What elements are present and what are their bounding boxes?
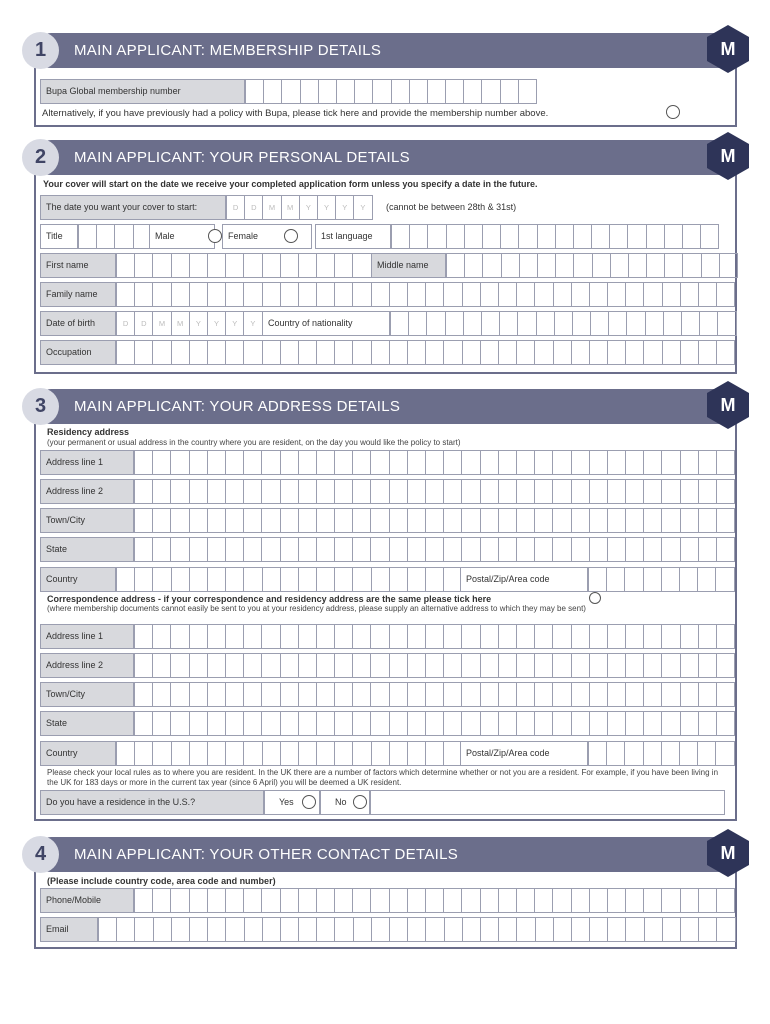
section-contact (34, 837, 737, 949)
m-badge-icon: M (705, 25, 751, 73)
family-name-input[interactable] (116, 282, 735, 307)
us-residence-label: Do you have a residence in the U.S.? (40, 790, 264, 815)
section-address (34, 389, 737, 821)
corr-address1-input[interactable] (134, 624, 735, 649)
res-town-input[interactable] (134, 508, 735, 533)
us-no-radio[interactable] (353, 795, 367, 809)
m-badge-icon: M (705, 132, 751, 180)
us-yes-radio[interactable] (302, 795, 316, 809)
corr-address2-input[interactable] (134, 653, 735, 678)
middle-name-input[interactable] (446, 253, 738, 278)
corr-address2-label: Address line 2 (40, 653, 134, 678)
phone-input[interactable] (134, 888, 735, 913)
res-country-label: Country (40, 567, 116, 592)
phone-label: Phone/Mobile (40, 888, 134, 913)
corr-postal-label: Postal/Zip/Area code (460, 741, 588, 766)
same-address-radio[interactable] (589, 592, 601, 604)
section-membership (34, 33, 737, 127)
email-label: Email (40, 917, 98, 942)
corr-country-label: Country (40, 741, 116, 766)
occupation-input[interactable] (116, 340, 735, 365)
correspondence-heading: Correspondence address - if your correspondence and residency address are the same please tick here (47, 594, 492, 604)
res-address1-label: Address line 1 (40, 450, 134, 475)
membership-number-label: Bupa Global membership number (40, 79, 245, 104)
dob-label: Date of birth (40, 311, 116, 336)
nationality-input[interactable] (390, 311, 737, 336)
cover-date-input[interactable]: D D M M Y Y Y Y (226, 195, 373, 220)
res-address1-input[interactable] (134, 450, 735, 475)
section-personal (34, 140, 737, 374)
section-2-number: 2 (22, 139, 59, 176)
m-badge-icon: M (705, 381, 751, 429)
res-town-label: Town/City (40, 508, 134, 533)
residency-note: (your permanent or usual address in the country where you are resident, on the day you would like the policy to start) (47, 438, 461, 447)
res-state-input[interactable] (134, 537, 735, 562)
section-4-banner (34, 837, 737, 872)
section-2-title: MAIN APPLICANT: YOUR PERSONAL DETAILS (74, 149, 410, 166)
corr-town-label: Town/City (40, 682, 134, 707)
no-label: No (320, 790, 370, 815)
section-3-number: 3 (22, 388, 59, 425)
res-postal-label: Postal/Zip/Area code (460, 567, 588, 592)
section-1-banner (34, 33, 737, 68)
membership-number-input[interactable] (245, 79, 537, 104)
residency-heading: Residency address (47, 427, 130, 437)
previous-policy-radio[interactable] (666, 105, 680, 119)
res-postal-input[interactable] (588, 567, 735, 592)
email-input[interactable] (98, 917, 736, 942)
res-country-input[interactable] (116, 567, 481, 592)
contact-intro: (Please include country code, area code and number) (47, 876, 276, 886)
section-4-title: MAIN APPLICANT: YOUR OTHER CONTACT DETAILS (74, 846, 459, 863)
previous-policy-text: Alternatively, if you have previously had a policy with Bupa, please tick here and provide the membership number above. (42, 108, 549, 119)
family-name-label: Family name (40, 282, 116, 307)
cover-date-note: (cannot be between 28th & 31st) (386, 202, 517, 212)
section-3-banner (34, 389, 737, 424)
title-label: Title (40, 224, 78, 249)
section-2-banner (34, 140, 737, 175)
dob-input[interactable]: D D M M Y Y Y Y (116, 311, 263, 336)
corr-state-input[interactable] (134, 711, 735, 736)
language-label: 1st language (315, 224, 391, 249)
yes-label: Yes (264, 790, 320, 815)
section-4-number: 4 (22, 836, 59, 873)
us-residence-blank (370, 790, 725, 815)
middle-name-label: Middle name (371, 253, 446, 278)
female-label: Female (222, 224, 312, 249)
first-name-label: First name (40, 253, 116, 278)
corr-town-input[interactable] (134, 682, 735, 707)
resident-note: Please check your local rules as to where you are resident. In the UK there are a number of factors which determine whether or not you are a resident. For example, if you have been living in the UK for 183 days or more in the current tax year (since 6 April) you will be deemed a UK resident. (47, 768, 719, 787)
corr-country-input[interactable] (116, 741, 481, 766)
corr-address1-label: Address line 1 (40, 624, 134, 649)
language-input[interactable] (391, 224, 719, 249)
cover-date-label: The date you want your cover to start: (40, 195, 226, 220)
correspondence-note: (where membership documents cannot easily be sent to you at your residency address, please supply an alternative address to which they may be sent) (47, 604, 586, 613)
res-address2-label: Address line 2 (40, 479, 134, 504)
cover-intro: Your cover will start on the date we receive your completed application form unless you specify a date in the future. (43, 179, 538, 189)
res-address2-input[interactable] (134, 479, 735, 504)
section-1-title: MAIN APPLICANT: MEMBERSHIP DETAILS (74, 42, 382, 59)
res-state-label: State (40, 537, 134, 562)
corr-postal-input[interactable] (588, 741, 735, 766)
male-radio[interactable] (208, 229, 222, 243)
m-badge-icon: M (705, 829, 751, 877)
female-radio[interactable] (284, 229, 298, 243)
nationality-label: Country of nationality (262, 311, 390, 336)
occupation-label: Occupation (40, 340, 116, 365)
section-3-title: MAIN APPLICANT: YOUR ADDRESS DETAILS (74, 398, 401, 415)
first-name-input[interactable] (116, 253, 372, 278)
section-1-number: 1 (22, 32, 59, 69)
corr-state-label: State (40, 711, 134, 736)
male-label: Male (149, 224, 215, 249)
